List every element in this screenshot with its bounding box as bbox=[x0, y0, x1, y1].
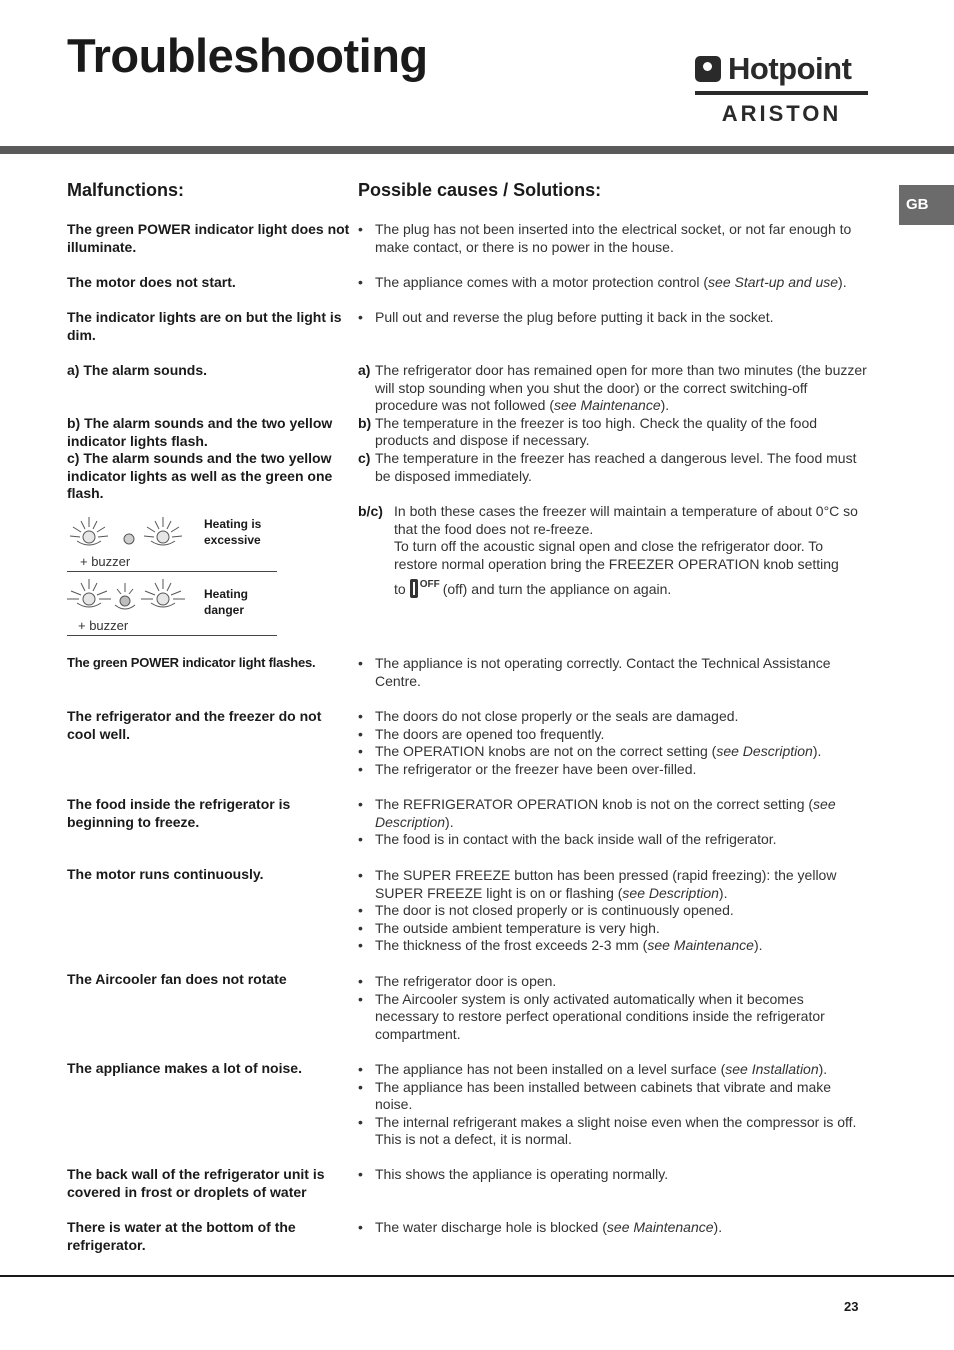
footer-rule bbox=[0, 1275, 954, 1277]
brand-logo bbox=[695, 52, 868, 127]
figure-label-excessive: Heating is excessive bbox=[204, 517, 262, 547]
solution-aircooler: • The refrigerator door is open. • The Aircooler system is only activated automatically when it becomes necessary to restore perfect operational conditions inside the refrigerator compartment. bbox=[358, 973, 825, 1042]
solution-water-bottom: • The water discharge hole is blocked (see Maintenance). bbox=[358, 1219, 723, 1235]
figure-divider-1 bbox=[67, 571, 277, 572]
solution-motor-continuous: • The SUPER FREEZE button has been pressed (rapid freezing): the yellow SUPER FREEZE light is on or flashing (see Description). • The door is not closed properly or is continuously opened. • The outside ambient temperature is very high. • The thickness of the frost exceeds 2-3 mm (see Maintenance). bbox=[358, 867, 837, 954]
malfunction-power-light: The green POWER indicator light does not illuminate. bbox=[67, 221, 350, 255]
header-rule bbox=[0, 146, 954, 154]
heating-danger-lights-icon bbox=[67, 575, 197, 619]
page-number: 23 bbox=[844, 1299, 859, 1314]
logo-mark-icon bbox=[695, 56, 721, 82]
malfunction-alarm-b: b) The alarm sounds and the two yellow indicator lights flash. bbox=[67, 415, 333, 449]
solution-power-light: • The plug has not been inserted into the electrical socket, or not far enough to make contact, or there is no power in the house. bbox=[358, 221, 852, 255]
malfunction-aircooler: The Aircooler fan does not rotate bbox=[67, 971, 287, 987]
malfunction-water-bottom: There is water at the bottom of the refrigerator. bbox=[67, 1219, 296, 1253]
logo-brand: Hotpoint bbox=[728, 51, 852, 86]
excessive-heat-lights-icon bbox=[67, 509, 197, 553]
figure-buzzer-2: + buzzer bbox=[78, 618, 129, 633]
logo-sub: ARISTON bbox=[721, 101, 842, 126]
solution-lights-dim: • Pull out and reverse the plug before putting it back in the socket. bbox=[358, 309, 774, 325]
malfunctions-heading: Malfunctions: bbox=[67, 180, 184, 200]
malfunction-alarm-a: a) The alarm sounds. bbox=[67, 362, 208, 378]
malfunction-lights-dim: The indicator lights are on but the light is dim. bbox=[67, 309, 342, 343]
malfunction-motor-start: The motor does not start. bbox=[67, 274, 236, 290]
freezer-knob-icon bbox=[410, 579, 418, 598]
solution-food-freeze: • The REFRIGERATOR OPERATION knob is not on the correct setting (see Description). • The food is in contact with the back inside wall of the refrigerator. bbox=[358, 796, 836, 848]
figure-label-danger: Heating danger bbox=[204, 587, 249, 617]
solution-motor-start: • The appliance comes with a motor protection control (see Start-up and use). bbox=[358, 274, 847, 290]
solution-frost-wall: • This shows the appliance is operating normally. bbox=[358, 1166, 669, 1182]
malfunction-motor-continuous: The motor runs continuously. bbox=[67, 866, 264, 882]
malfunction-power-flashes: The green POWER indicator light flashes. bbox=[67, 655, 316, 670]
malfunction-not-cool: The refrigerator and the freezer do not cool well. bbox=[67, 708, 322, 742]
malfunction-food-freeze: The food inside the refrigerator is beginning to freeze. bbox=[67, 796, 291, 830]
solution-alarm: a) The refrigerator door has remained open for more than two minutes (the buzzer will stop sounding when you shut the door) or the correct switching-off procedure was not followed (see Maintenance). b) The temperature in the freezer is too high. Check the quality of the food products and dispose if necessary. c) The temperature in the freezer has reached a dangerous level. The food must be disposed immediately. bbox=[358, 362, 867, 484]
page-title: Troubleshooting bbox=[67, 29, 428, 82]
figure-divider-2 bbox=[67, 635, 277, 636]
language-tab: GB bbox=[899, 185, 954, 225]
malfunction-frost-wall: The back wall of the refrigerator unit is covered in frost or droplets of water bbox=[67, 1166, 325, 1200]
solution-alarm-bc: b/c) In both these cases the freezer will maintain a temperature of about 0°C so that the food does not re-freeze. To turn off the acoustic signal open and close the refrigerator door. To restore normal operation bring the FREEZER OPERATION knob setting to $^{OFF}$ (off) and turn the appliance on again. bbox=[358, 503, 858, 598]
solution-power-flashes: • The appliance is not operating correctly. Contact the Technical Assistance Centre. bbox=[358, 655, 831, 689]
figure-buzzer-1: + buzzer bbox=[80, 554, 131, 569]
solution-noise: • The appliance has not been installed on a level surface (see Installation). • The appliance has been installed between cabinets that vibrate and make noise. • The internal refrigerant makes a slight noise even when the compressor is off. This is not a defect, it is normal. bbox=[358, 1061, 857, 1148]
solutions-heading: Possible causes / Solutions: bbox=[358, 180, 602, 200]
solution-not-cool: • The doors do not close properly or the seals are damaged. • The doors are opened too frequently. • The OPERATION knobs are not on the correct setting (see Description). • The refrigerator or the freezer have been over-filled. bbox=[358, 708, 822, 777]
logo-divider bbox=[695, 91, 868, 95]
malfunction-alarm-c: c) The alarm sounds and the two yellow indicator lights as well as the green one flash. bbox=[67, 450, 333, 502]
indicator-figure bbox=[67, 507, 277, 637]
malfunction-noise: The appliance makes a lot of noise. bbox=[67, 1060, 302, 1076]
